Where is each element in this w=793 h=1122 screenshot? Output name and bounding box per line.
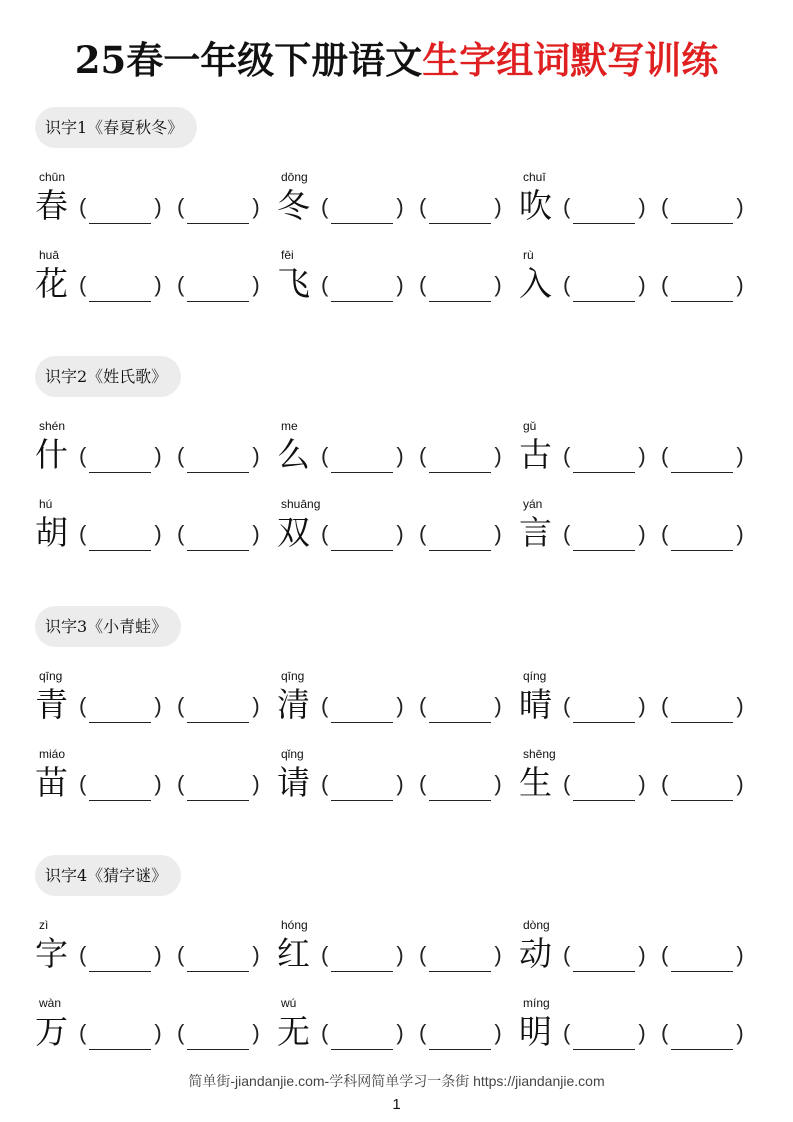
character-group <box>519 419 759 489</box>
character-group <box>277 497 517 567</box>
word-blank[interactable]: ( ) <box>321 938 404 972</box>
blank-line[interactable] <box>89 696 151 723</box>
hanzi: 古 <box>519 435 552 475</box>
blank-line[interactable] <box>89 945 151 972</box>
page-title <box>0 30 793 84</box>
hanzi: 飞 <box>277 264 310 303</box>
character-row <box>35 419 775 489</box>
blank-line[interactable] <box>429 774 491 801</box>
word-blank[interactable]: ( ) <box>661 938 744 972</box>
hanzi: 冬 <box>277 186 310 225</box>
word-blank[interactable]: ( ) <box>661 268 744 302</box>
word-blank[interactable]: ( ) <box>563 439 646 473</box>
blank-line[interactable] <box>187 446 249 473</box>
lesson-section <box>35 107 775 347</box>
section-label: 识字1《春夏秋冬》 <box>35 107 197 148</box>
word-blank[interactable]: ( ) <box>79 938 162 972</box>
blank-line[interactable] <box>671 945 733 972</box>
character-group <box>35 747 275 817</box>
hanzi: 吹 <box>519 186 552 225</box>
pinyin: yán <box>523 497 543 512</box>
hanzi: 无 <box>277 1011 310 1051</box>
blank-line[interactable] <box>573 696 635 723</box>
hanzi: 清 <box>277 684 310 724</box>
word-blank[interactable]: ( ) <box>79 689 162 723</box>
blank-line[interactable] <box>89 774 151 801</box>
pinyin: shén <box>39 419 66 434</box>
blank-line[interactable] <box>429 696 491 723</box>
pinyin: hóng <box>281 917 308 932</box>
blank-line[interactable] <box>671 446 733 473</box>
hanzi: 双 <box>277 513 310 553</box>
blank-line[interactable] <box>89 446 151 473</box>
pinyin: wàn <box>39 995 62 1010</box>
pinyin: míng <box>523 995 550 1010</box>
lesson-section <box>35 606 775 846</box>
pinyin: rù <box>523 248 534 262</box>
hanzi: 苗 <box>35 762 68 802</box>
word-blank[interactable]: ( ) <box>563 190 646 224</box>
blank-line[interactable] <box>187 275 249 302</box>
blank-line[interactable] <box>573 774 635 801</box>
hanzi: 晴 <box>519 684 552 724</box>
hanzi: 青 <box>35 684 68 724</box>
word-blank[interactable]: ( ) <box>321 1016 404 1050</box>
blank-line[interactable] <box>331 446 393 473</box>
hanzi: 红 <box>277 933 310 973</box>
word-blank[interactable]: ( ) <box>177 938 260 972</box>
word-blank[interactable]: ( ) <box>419 190 502 224</box>
word-blank[interactable]: ( ) <box>321 439 404 473</box>
pinyin: wú <box>281 995 297 1010</box>
blank-line[interactable] <box>89 197 151 224</box>
word-blank[interactable]: ( ) <box>321 767 404 801</box>
character-group <box>277 248 517 318</box>
footer-text: 简单街-jiandanjie.com-学科网简单学习一条街 https://jiandanjie.com <box>188 1073 605 1089</box>
pinyin: shēng <box>523 746 556 761</box>
word-blank[interactable]: ( ) <box>177 190 260 224</box>
character-row <box>35 747 775 817</box>
character-group <box>519 747 759 817</box>
character-group <box>277 747 517 817</box>
word-blank[interactable]: ( ) <box>563 689 646 723</box>
blank-line[interactable] <box>573 446 635 473</box>
word-blank[interactable]: ( ) <box>661 767 744 801</box>
pinyin: fēi <box>281 248 294 262</box>
character-row <box>35 918 775 988</box>
pinyin: dōng <box>281 170 308 184</box>
pinyin: miáo <box>39 746 66 761</box>
blank-line[interactable] <box>187 524 249 551</box>
pinyin: chūn <box>39 170 66 184</box>
blank-line[interactable] <box>331 1023 393 1050</box>
blank-line[interactable] <box>671 197 733 224</box>
hanzi: 入 <box>519 264 552 303</box>
word-blank[interactable]: ( ) <box>563 767 646 801</box>
pinyin: shuāng <box>281 497 321 512</box>
page-number: 1 <box>392 1096 401 1113</box>
title-red: 生字组词默写训练 <box>422 38 719 82</box>
blank-line[interactable] <box>429 275 491 302</box>
character-group <box>35 248 275 318</box>
word-blank[interactable]: ( ) <box>79 439 162 473</box>
word-blank[interactable]: ( ) <box>79 767 162 801</box>
blank-line[interactable] <box>671 275 733 302</box>
character-group <box>519 248 759 318</box>
blank-line[interactable] <box>573 1023 635 1050</box>
word-blank[interactable]: ( ) <box>177 767 260 801</box>
character-group <box>519 170 759 240</box>
section-label: 识字3《小青蛙》 <box>35 606 181 647</box>
pinyin: qīng <box>39 668 63 683</box>
blank-line[interactable] <box>331 696 393 723</box>
character-group <box>35 419 275 489</box>
word-blank[interactable]: ( ) <box>321 517 404 551</box>
hanzi: 请 <box>277 762 310 802</box>
character-group <box>277 419 517 489</box>
pinyin: me <box>281 419 298 434</box>
hanzi: 明 <box>519 1011 552 1051</box>
word-blank[interactable]: ( ) <box>419 1016 502 1050</box>
pinyin: qíng <box>523 668 547 683</box>
word-blank[interactable]: ( ) <box>177 1016 260 1050</box>
blank-line[interactable] <box>331 945 393 972</box>
blank-line[interactable] <box>573 945 635 972</box>
word-blank[interactable]: ( ) <box>177 268 260 302</box>
pinyin: chuī <box>523 170 546 184</box>
blank-line[interactable] <box>573 275 635 302</box>
hanzi: 花 <box>35 264 68 303</box>
word-blank[interactable]: ( ) <box>177 689 260 723</box>
word-blank[interactable]: ( ) <box>661 439 744 473</box>
blank-line[interactable] <box>187 197 249 224</box>
word-blank[interactable]: ( ) <box>661 689 744 723</box>
blank-line[interactable] <box>187 696 249 723</box>
word-blank[interactable]: ( ) <box>79 1016 162 1050</box>
blank-line[interactable] <box>429 524 491 551</box>
word-blank[interactable]: ( ) <box>661 517 744 551</box>
character-row <box>35 996 775 1066</box>
blank-line[interactable] <box>331 197 393 224</box>
pinyin: qīng <box>281 668 305 683</box>
word-blank[interactable]: ( ) <box>321 268 404 302</box>
section-label: 识字4《猜字谜》 <box>35 855 181 896</box>
blank-line[interactable] <box>573 197 635 224</box>
section-label: 识字2《姓氏歌》 <box>35 356 181 397</box>
word-blank[interactable]: ( ) <box>563 517 646 551</box>
word-blank[interactable]: ( ) <box>177 439 260 473</box>
character-row <box>35 170 775 240</box>
word-blank[interactable]: ( ) <box>419 517 502 551</box>
blank-line[interactable] <box>573 524 635 551</box>
character-group <box>519 669 759 739</box>
character-group <box>35 669 275 739</box>
blank-line[interactable] <box>331 524 393 551</box>
character-group <box>277 996 517 1066</box>
hanzi: 春 <box>35 186 68 225</box>
word-blank[interactable]: ( ) <box>177 517 260 551</box>
blank-line[interactable] <box>89 275 151 302</box>
hanzi: 万 <box>35 1011 68 1051</box>
word-blank[interactable]: ( ) <box>79 268 162 302</box>
word-blank[interactable]: ( ) <box>563 938 646 972</box>
blank-line[interactable] <box>429 945 491 972</box>
blank-line[interactable] <box>429 446 491 473</box>
character-group <box>519 918 759 988</box>
hanzi: 什 <box>35 435 68 475</box>
character-row <box>35 669 775 739</box>
character-group <box>35 170 275 240</box>
character-group <box>519 996 759 1066</box>
character-row <box>35 248 775 318</box>
word-blank[interactable]: ( ) <box>419 767 502 801</box>
blank-line[interactable] <box>671 696 733 723</box>
character-group <box>277 918 517 988</box>
pinyin: zì <box>39 917 49 932</box>
word-blank[interactable]: ( ) <box>321 190 404 224</box>
word-blank[interactable]: ( ) <box>79 517 162 551</box>
blank-line[interactable] <box>187 774 249 801</box>
character-row <box>35 497 775 567</box>
lesson-section <box>35 855 775 1095</box>
hanzi: 胡 <box>35 513 68 553</box>
word-blank[interactable]: ( ) <box>563 1016 646 1050</box>
word-blank[interactable]: ( ) <box>79 190 162 224</box>
pinyin: dòng <box>523 917 550 932</box>
word-blank[interactable]: ( ) <box>661 1016 744 1050</box>
hanzi: 生 <box>519 762 552 802</box>
character-group <box>35 497 275 567</box>
word-blank[interactable]: ( ) <box>321 689 404 723</box>
title-black: 25春一年级下册语文 <box>74 38 423 82</box>
hanzi: 言 <box>519 513 552 553</box>
blank-line[interactable] <box>671 774 733 801</box>
pinyin: hú <box>39 497 53 512</box>
character-group <box>519 497 759 567</box>
word-blank[interactable]: ( ) <box>419 439 502 473</box>
blank-line[interactable] <box>89 524 151 551</box>
character-group <box>35 918 275 988</box>
character-group <box>35 996 275 1066</box>
blank-line[interactable] <box>671 524 733 551</box>
hanzi: 动 <box>519 933 552 973</box>
blank-line[interactable] <box>331 774 393 801</box>
lesson-section <box>35 356 775 596</box>
word-blank[interactable]: ( ) <box>661 190 744 224</box>
blank-line[interactable] <box>187 1023 249 1050</box>
word-blank[interactable]: ( ) <box>419 689 502 723</box>
word-blank[interactable]: ( ) <box>563 268 646 302</box>
blank-line[interactable] <box>429 197 491 224</box>
hanzi: 么 <box>277 435 310 475</box>
blank-line[interactable] <box>187 945 249 972</box>
pinyin: huā <box>39 248 60 262</box>
hanzi: 字 <box>35 933 68 973</box>
pinyin: qǐng <box>281 746 304 761</box>
blank-line[interactable] <box>671 1023 733 1050</box>
word-blank[interactable]: ( ) <box>419 938 502 972</box>
character-group <box>277 170 517 240</box>
blank-line[interactable] <box>331 275 393 302</box>
pinyin: gǔ <box>523 419 537 434</box>
blank-line[interactable] <box>429 1023 491 1050</box>
character-group <box>277 669 517 739</box>
blank-line[interactable] <box>89 1023 151 1050</box>
word-blank[interactable]: ( ) <box>419 268 502 302</box>
